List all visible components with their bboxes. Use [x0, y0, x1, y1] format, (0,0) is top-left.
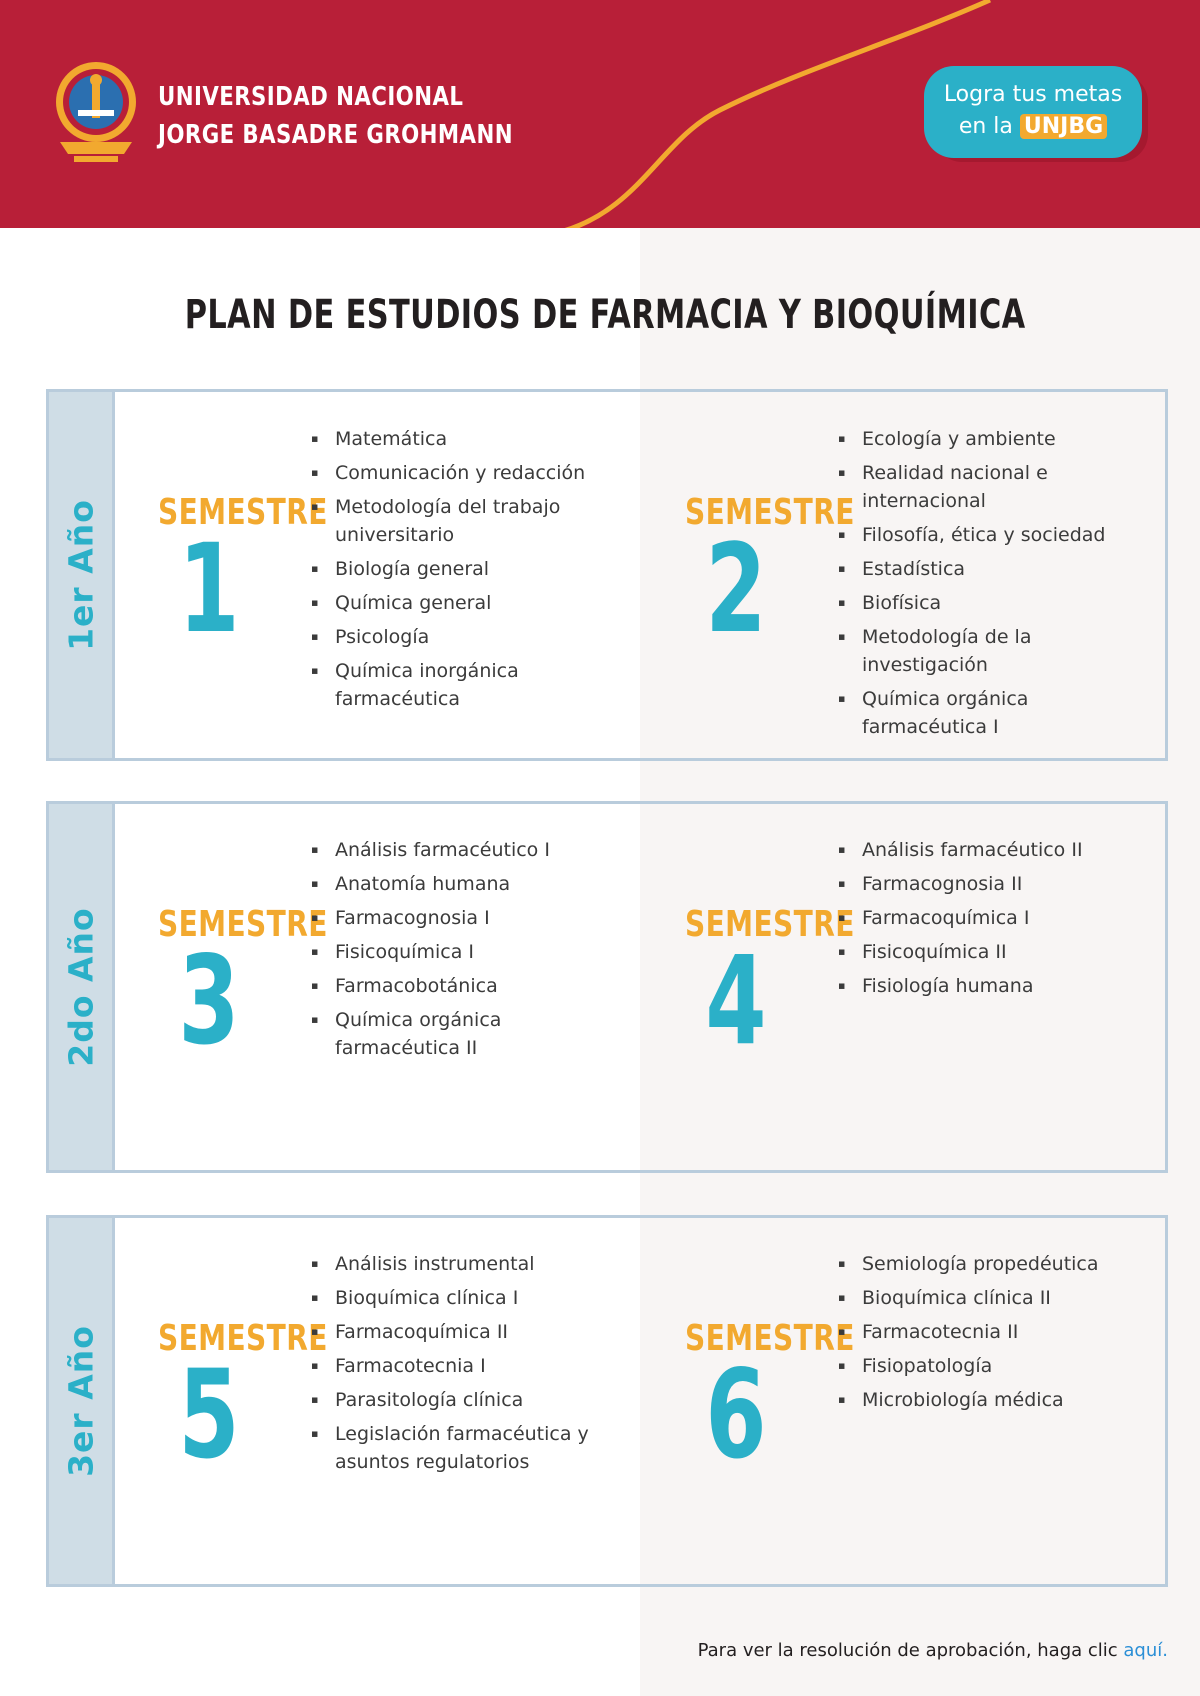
course-item: ▪ Psicología [309, 623, 609, 651]
semester-word: SEMESTRE [684, 1318, 855, 1359]
course-list-sem-6 [836, 1250, 1136, 1420]
semester-badge-6 [661, 1318, 855, 1486]
course-item: ▪ Farmacoquímica I [836, 904, 1136, 932]
semester-word: SEMESTRE [157, 492, 328, 533]
course-item: ▪ Semiología propedéutica [836, 1250, 1136, 1278]
slogan-badge [924, 66, 1142, 158]
semester-badge-5 [134, 1318, 328, 1486]
course-item: ▪ Bioquímica clínica II [836, 1284, 1136, 1312]
course-item: ▪ Matemática [309, 425, 609, 453]
semester-badge-2 [661, 492, 855, 660]
semester-word: SEMESTRE [684, 492, 855, 533]
semester-number: 4 [705, 930, 767, 1072]
semester-badge-4 [661, 904, 855, 1072]
slogan-line1: Logra tus metas [943, 82, 1123, 107]
year-block-2 [46, 801, 1168, 1173]
course-list-sem-1 [309, 425, 609, 719]
course-item: ▪ Farmacoquímica II [309, 1318, 609, 1346]
course-item: ▪ Fisicoquímica II [836, 938, 1136, 966]
year-label: 3er Año [61, 1325, 100, 1477]
page-title-text: PLAN DE ESTUDIOS DE FARMACIA Y BIOQUÍMICA [184, 292, 1026, 338]
semester-number: 3 [178, 930, 240, 1072]
slogan-line2 [924, 111, 1142, 143]
course-item: ▪ Farmacognosia II [836, 870, 1136, 898]
year-tab [49, 804, 115, 1170]
semester-badge-3 [134, 904, 328, 1072]
course-item: ▪ Análisis farmacéutico II [836, 836, 1136, 864]
semester-badge-1 [134, 492, 328, 660]
page-title [0, 292, 1200, 338]
course-item: ▪ Análisis farmacéutico I [309, 836, 609, 864]
year-label: 2do Año [61, 907, 100, 1067]
year-label: 1er Año [61, 499, 100, 651]
course-item: ▪ Filosofía, ética y sociedad [836, 521, 1136, 549]
course-item: ▪ Anatomía humana [309, 870, 609, 898]
course-item: ▪ Fisicoquímica I [309, 938, 609, 966]
course-item: ▪ Farmacotecnia II [836, 1318, 1136, 1346]
year-block-3 [46, 1215, 1168, 1587]
course-item: ▪ Biofísica [836, 589, 1136, 617]
semester-number: 2 [705, 518, 767, 660]
footer-text: Para ver la resolución de aprobación, haga clic [697, 1640, 1118, 1661]
year-tab [49, 1218, 115, 1584]
approval-resolution-link[interactable]: aquí. [1123, 1640, 1168, 1661]
header-banner [0, 0, 1200, 228]
course-item: ▪ Farmacotecnia I [309, 1352, 609, 1380]
slogan-highlight: UNJBG [1020, 114, 1107, 139]
course-item: ▪ Química orgánica farmacéutica I [836, 685, 1136, 741]
university-seal-logo [52, 58, 140, 164]
course-item: ▪ Legislación farmacéutica y asuntos regulatorios [309, 1420, 609, 1476]
course-item: ▪ Metodología del trabajo universitario [309, 493, 609, 549]
university-name [158, 78, 513, 154]
footer-note [698, 1640, 1168, 1661]
course-list-sem-2 [836, 425, 1136, 747]
course-item: ▪ Parasitología clínica [309, 1386, 609, 1414]
course-item: ▪ Fisiología humana [836, 972, 1136, 1000]
year-tab [49, 392, 115, 758]
semester-word: SEMESTRE [684, 904, 855, 945]
course-item: ▪ Comunicación y redacción [309, 459, 609, 487]
semester-number: 1 [178, 518, 240, 660]
course-item: ▪ Biología general [309, 555, 609, 583]
course-item: ▪ Análisis instrumental [309, 1250, 609, 1278]
course-item: ▪ Farmacognosia I [309, 904, 609, 932]
course-item: ▪ Química general [309, 589, 609, 617]
university-name-line1: UNIVERSIDAD NACIONAL [158, 82, 464, 112]
semester-word: SEMESTRE [157, 904, 328, 945]
semester-number: 5 [178, 1344, 240, 1486]
slogan-prefix: en la [958, 114, 1013, 139]
course-item: ▪ Farmacobotánica [309, 972, 609, 1000]
year-block-1 [46, 389, 1168, 761]
course-list-sem-5 [309, 1250, 609, 1482]
course-item: ▪ Estadística [836, 555, 1136, 583]
course-item: ▪ Metodología de la investigación [836, 623, 1136, 679]
course-item: ▪ Microbiología médica [836, 1386, 1136, 1414]
course-item: ▪ Ecología y ambiente [836, 425, 1136, 453]
course-item: ▪ Realidad nacional e internacional [836, 459, 1136, 515]
course-list-sem-4 [836, 836, 1136, 1006]
course-item: ▪ Química orgánica farmacéutica II [309, 1006, 609, 1062]
course-list-sem-3 [309, 836, 609, 1068]
course-item: ▪ Bioquímica clínica I [309, 1284, 609, 1312]
university-name-line2: JORGE BASADRE GROHMANN [158, 120, 513, 150]
semester-number: 6 [705, 1344, 767, 1486]
course-item: ▪ Fisiopatología [836, 1352, 1136, 1380]
semester-word: SEMESTRE [157, 1318, 328, 1359]
course-item: ▪ Química inorgánica farmacéutica [309, 657, 609, 713]
